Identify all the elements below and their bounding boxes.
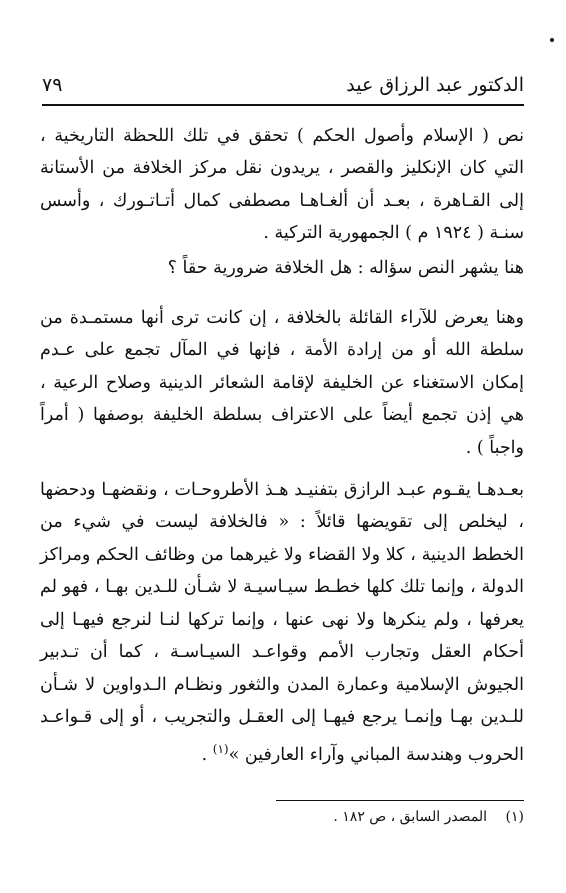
footnote-reference[interactable]: (١)	[212, 742, 229, 757]
footnote-text: المصدر السابق ، ص ١٨٢ .	[333, 809, 488, 825]
paragraph-4	[40, 474, 524, 771]
paragraph-4-tail: .	[201, 745, 213, 766]
paragraph-2: هنا يشهر النص سؤاله : هل الخلافة ضرورية حقاً ؟	[167, 257, 524, 278]
header-author: الدكتور عبد الرزاق عيد	[346, 74, 524, 96]
footnote-rule	[276, 800, 524, 801]
paragraph-4-text: بعـدهـا يقـوم عبـد الرازق بتفنيـد هـذ الأطروحـات ، ونقضهـا ودحضها ، ليخلص إلى تقويضها قائلاً : « فالخلافة ليست في شيء من الخطط الدينية ، كلا ولا القضاء ولا غيرهما من وظائف الحكم ومراكز الدولة ، وإنما تلك كلها خطـط سيـاسيـة لا شـأن للـدين بهـا ، فهو لم يعرفها ، ولم ينكرها ولا نهى عنها ، وإنما تركها لنـا لنرجع فيهـا إلى أحكام العقل وتجارب الأمم وقواعـد السيـاسـة ، كما أن تـدبير الجيوش الإسلامية وعمارة المدن والثغور ونظـام الـدواوين لا شـأن للـدين بهـا وإنمـا يرجع فيهـا إلى العقـل والتجريب ، أو إلى قـواعـد الحروب وهندسة المباني وآراء العارفين »	[40, 480, 524, 766]
body-text	[40, 120, 524, 782]
footnote-number: (١)	[505, 809, 524, 825]
footnote	[42, 806, 524, 828]
scan-edge-mark	[550, 38, 554, 42]
paragraph-3: وهنا يعرض للآراء القائلة بالخلافة ، إن كانت ترى أنها مستمـدة من سلطة الله أو من إرادة الأمة ، فإنها في المآل تجمع على عـدم إمكان الاستغناء عن الخليفة لإقامة الشعائر الدينية وصلاح الرعية ، هي إذن تجمع أيضاً على الاعتراف بسلطة الخليفة بوصفها ( أمراً واجباً ) .	[40, 308, 524, 458]
paragraph-1: نص ( الإسلام وأصول الحكم ) تحقق في تلك اللحظة التاريخية ، التي كان الإنكليز والقصر ، يريدون نقل مركز الخلافة من الأستانة إلى القـاهرة ، بعـد أن ألغـاهـا مصطفى كمال أتـاتـورك ، وأسس سنـة ( ١٩٢٤ م ) الجمهورية التركية .	[40, 126, 524, 244]
running-header	[42, 70, 524, 100]
header-rule	[42, 104, 524, 106]
page-number: ٧٩	[42, 74, 63, 96]
